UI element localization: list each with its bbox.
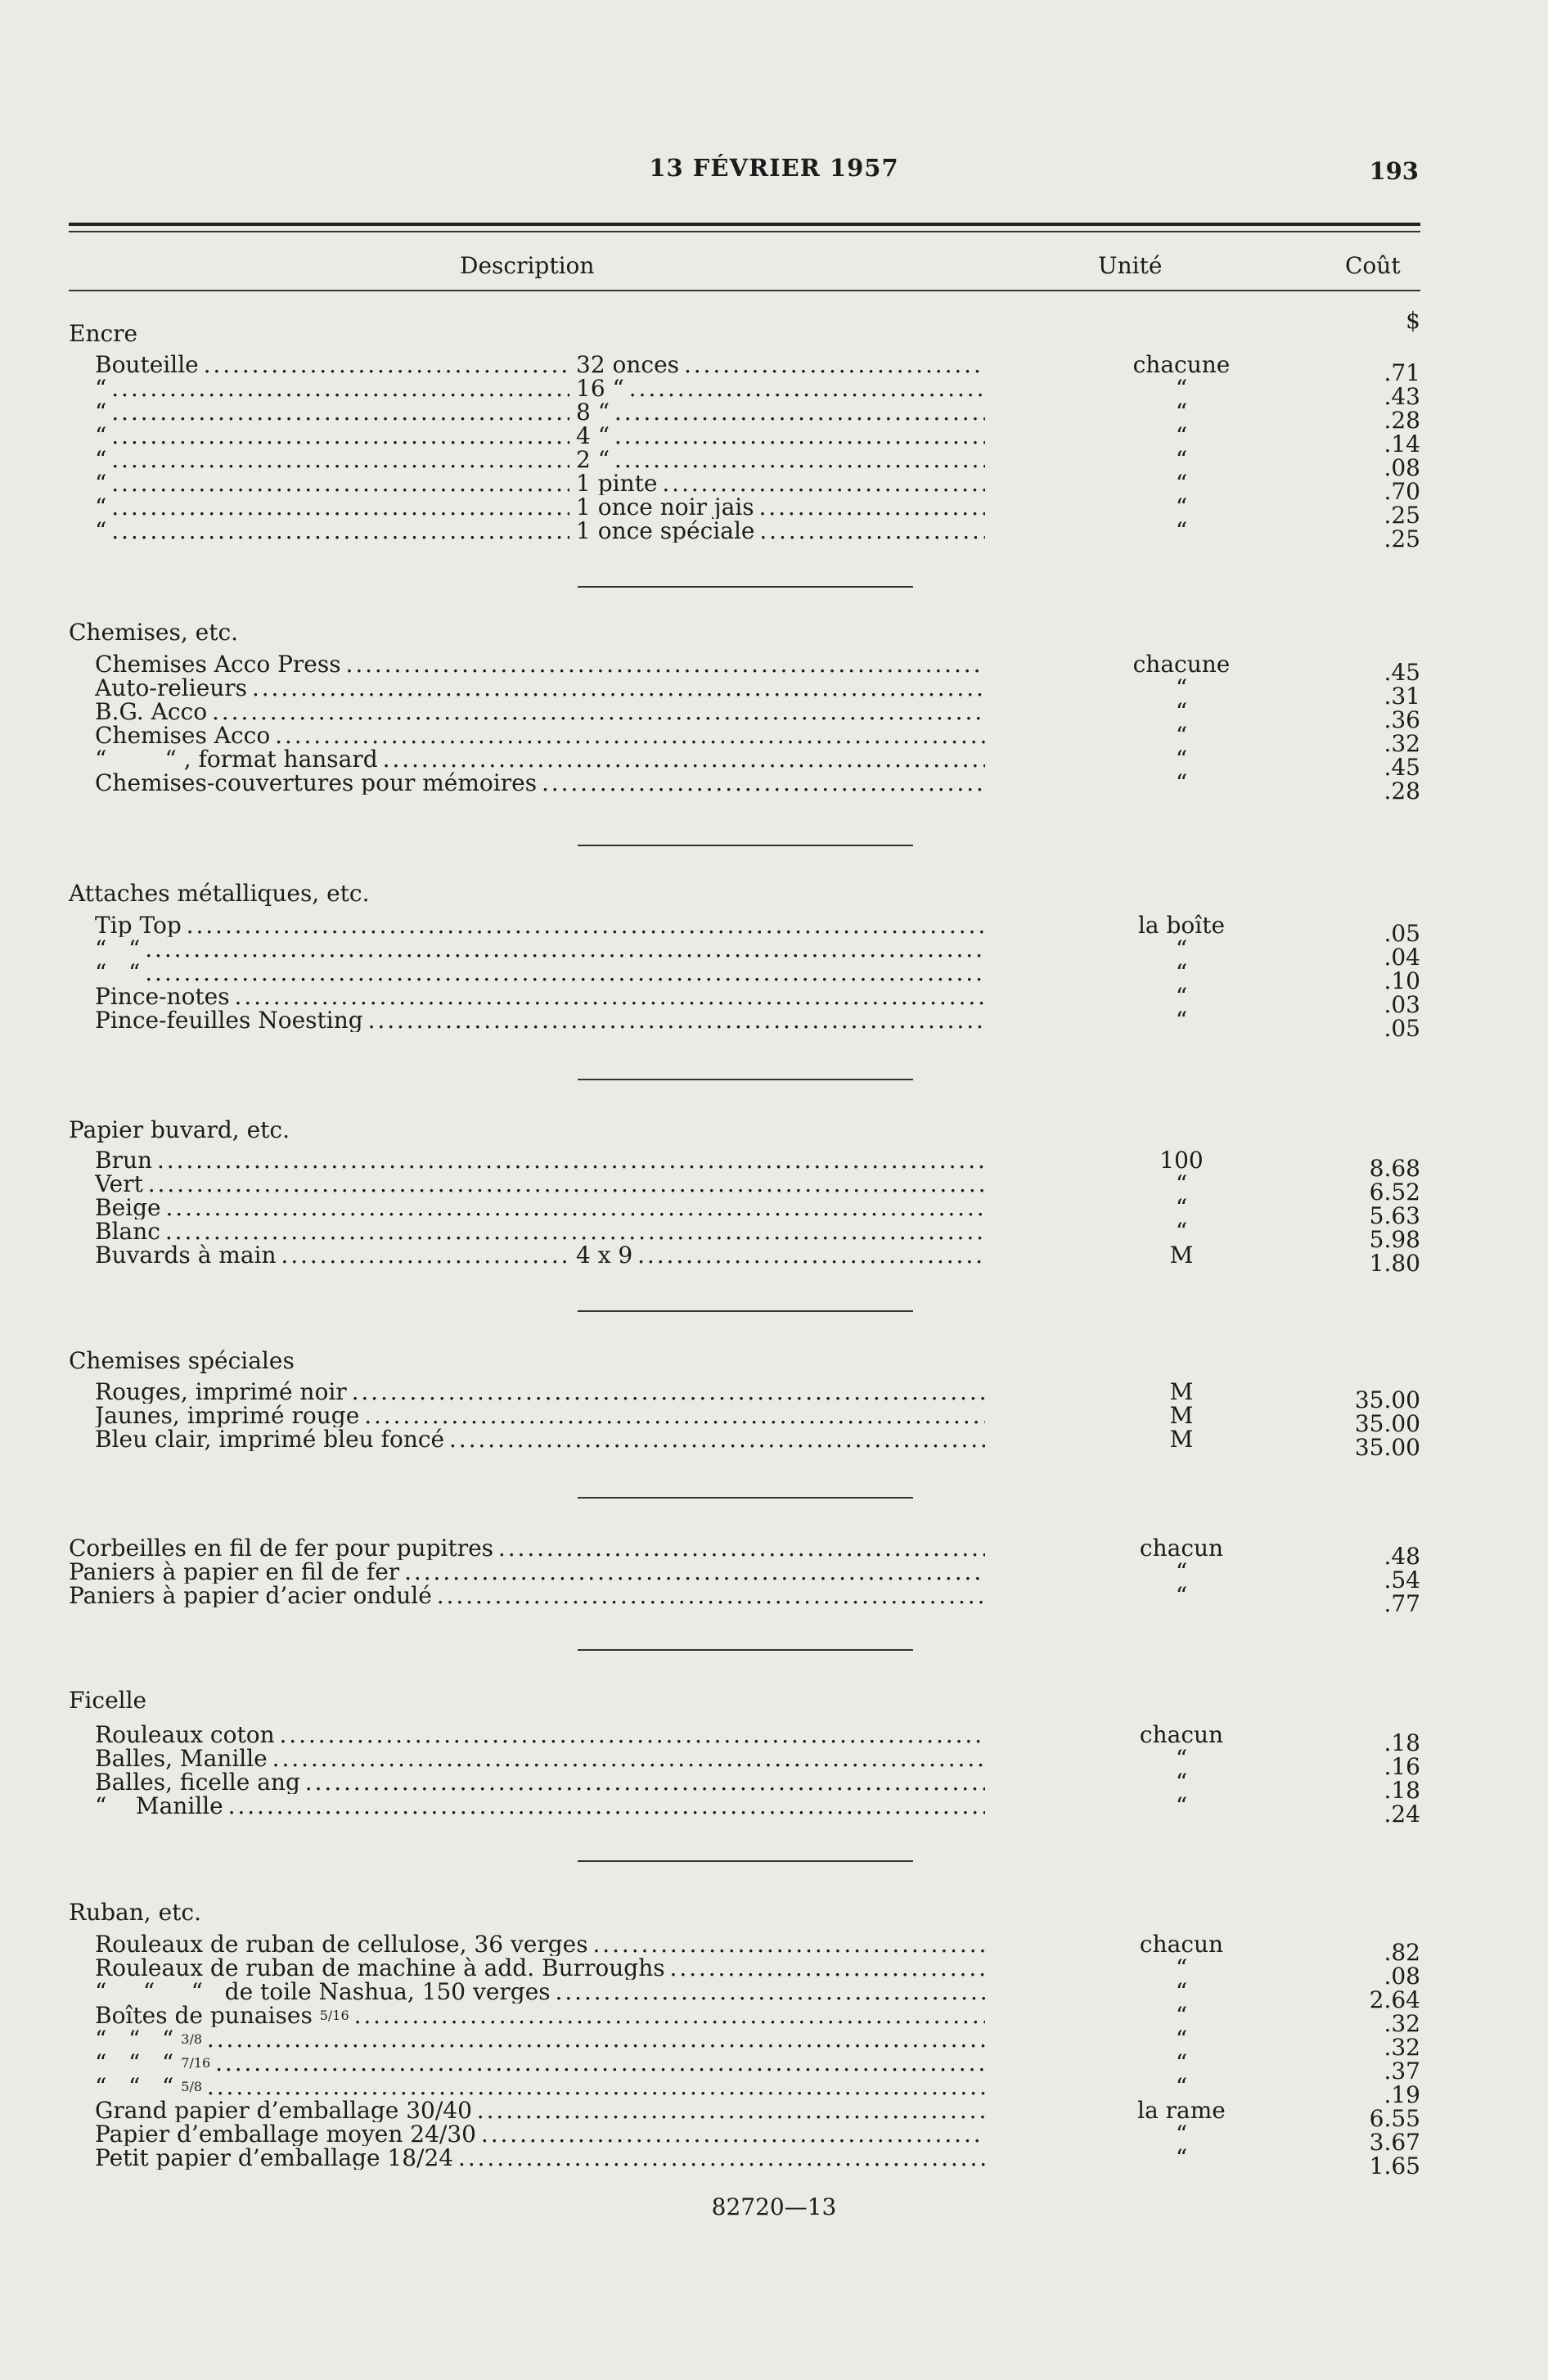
item-description-text: “ bbox=[95, 472, 107, 495]
item-cost: .54 bbox=[1384, 1566, 1420, 1593]
item-description bbox=[95, 1244, 569, 1267]
item-description-text: Bouteille bbox=[95, 354, 199, 376]
item-unit: “ bbox=[1175, 375, 1188, 402]
item-description-text: “ “ “ bbox=[95, 2076, 174, 2098]
section-heading: Attaches métalliques, etc. bbox=[69, 880, 370, 907]
currency-symbol: $ bbox=[1406, 307, 1420, 334]
item-unit: “ bbox=[1175, 983, 1188, 1010]
list-item bbox=[69, 2073, 1420, 2108]
item-cost: .24 bbox=[1384, 1801, 1420, 1828]
item-description-text: “ Manille bbox=[95, 1795, 223, 1818]
list-item bbox=[69, 1954, 1420, 1990]
section-heading: Chemises spéciales bbox=[69, 1347, 295, 1374]
currency-row bbox=[69, 309, 1420, 332]
item-unit: chacune bbox=[1132, 651, 1231, 678]
list-item bbox=[69, 375, 1420, 410]
item-cost: .31 bbox=[1384, 683, 1420, 710]
item-cost: 6.55 bbox=[1369, 2105, 1420, 2132]
item-description-text: Vert bbox=[95, 1173, 143, 1196]
item-cost: 1.80 bbox=[1369, 1250, 1420, 1277]
item-cost: .70 bbox=[1384, 478, 1420, 505]
list-item bbox=[69, 2097, 1420, 2132]
item-cost: 6.52 bbox=[1369, 1179, 1420, 1206]
item-cost: .82 bbox=[1384, 1939, 1420, 1966]
item-description bbox=[95, 2004, 985, 2027]
item-cost: .45 bbox=[1384, 754, 1420, 781]
item-description bbox=[95, 748, 985, 771]
column-header-rule bbox=[69, 290, 1420, 291]
item-unit: “ bbox=[1175, 2144, 1188, 2171]
item-description bbox=[95, 1771, 985, 1794]
item-cost: .48 bbox=[1384, 1543, 1420, 1570]
list-item bbox=[69, 912, 1420, 947]
item-description-text: Brun bbox=[95, 1149, 153, 1172]
item-cost: .14 bbox=[1384, 430, 1420, 458]
item-description-text: Rouges, imprimé noir bbox=[95, 1381, 347, 1404]
item-description bbox=[95, 1933, 985, 1956]
section-heading: Ruban, etc. bbox=[69, 1899, 201, 1926]
item-cost: .32 bbox=[1384, 730, 1420, 757]
item-description bbox=[95, 354, 569, 376]
item-cost: .32 bbox=[1384, 2010, 1420, 2037]
list-item bbox=[69, 983, 1420, 1018]
list-item bbox=[69, 1147, 1420, 1182]
item-description bbox=[95, 677, 985, 700]
item-quantity bbox=[576, 1244, 985, 1267]
item-cost: 1.65 bbox=[1369, 2152, 1420, 2179]
list-item bbox=[69, 1242, 1420, 1277]
item-description bbox=[95, 425, 569, 448]
section-divider bbox=[578, 1497, 913, 1499]
item-quantity-text: 2 “ bbox=[576, 449, 610, 471]
item-description-text: Chemises-couvertures pour mémoires bbox=[95, 772, 538, 795]
item-cost: .36 bbox=[1384, 706, 1420, 733]
list-item bbox=[69, 1194, 1420, 1229]
item-description-text: Chemises Acco bbox=[95, 724, 271, 747]
item-unit: chacun bbox=[1139, 1931, 1224, 1958]
item-description bbox=[95, 2123, 985, 2146]
item-cost: .05 bbox=[1384, 920, 1420, 947]
item-description bbox=[95, 701, 985, 723]
item-quantity bbox=[576, 472, 985, 495]
section-heading: Encre bbox=[69, 320, 138, 347]
item-description-text: “ “ “ bbox=[95, 2028, 174, 2051]
item-description-text: Bleu clair, imprimé bleu foncé bbox=[95, 1428, 445, 1451]
item-cost: .10 bbox=[1384, 967, 1420, 994]
list-item bbox=[69, 2144, 1420, 2179]
item-description-text: Corbeilles en fil de fer pour pupitres bbox=[69, 1537, 494, 1560]
item-description bbox=[95, 401, 569, 424]
item-unit: “ bbox=[1175, 2049, 1188, 2076]
item-fraction: 3/8 bbox=[181, 2031, 203, 2047]
item-description-text: Paniers à papier d’acier ondulé bbox=[69, 1584, 432, 1607]
item-description-text: Balles, ficelle ang bbox=[95, 1771, 300, 1794]
item-quantity-text: 1 once noir jais bbox=[576, 496, 754, 519]
list-item bbox=[69, 959, 1420, 994]
list-item bbox=[69, 2026, 1420, 2061]
item-unit: “ bbox=[1175, 722, 1188, 749]
item-description bbox=[95, 962, 985, 985]
list-item bbox=[69, 698, 1420, 733]
section-divider bbox=[578, 1860, 913, 1862]
list-item bbox=[69, 1721, 1420, 1756]
item-quantity bbox=[576, 425, 985, 448]
item-quantity-text: 1 once spéciale bbox=[576, 520, 755, 543]
section-divider bbox=[578, 1079, 913, 1080]
item-description bbox=[95, 2076, 985, 2098]
section-heading: Papier buvard, etc. bbox=[69, 1116, 290, 1143]
item-description-text: Boîtes de punaises bbox=[95, 2004, 313, 2027]
list-item bbox=[69, 1558, 1420, 1593]
item-quantity bbox=[576, 449, 985, 471]
section-heading: Chemises, etc. bbox=[69, 619, 239, 646]
list-item bbox=[69, 1007, 1420, 1042]
item-unit: M bbox=[1169, 1378, 1194, 1405]
item-description-text: Jaunes, imprimé rouge bbox=[95, 1404, 360, 1427]
item-quantity-text: 4 x 9 bbox=[576, 1244, 633, 1267]
item-description bbox=[69, 1561, 985, 1584]
list-item bbox=[69, 1535, 1420, 1570]
item-unit: M bbox=[1169, 1402, 1194, 1429]
item-description-text: “ “ “ de toile Nashua, 150 verges bbox=[95, 1981, 551, 2004]
item-description-text: “ “ bbox=[95, 962, 141, 985]
item-unit: 100 bbox=[1159, 1147, 1204, 1174]
header-rule bbox=[69, 231, 1420, 232]
item-description bbox=[95, 938, 985, 961]
item-quantity bbox=[576, 354, 985, 376]
item-description-text: Rouleaux de ruban de machine à add. Burroughs bbox=[95, 1957, 665, 1980]
item-description bbox=[95, 1149, 985, 1172]
list-item bbox=[69, 2049, 1420, 2085]
item-quantity bbox=[576, 377, 985, 400]
item-description bbox=[95, 1381, 985, 1404]
item-cost: 5.98 bbox=[1369, 1226, 1420, 1253]
section-divider bbox=[578, 586, 913, 588]
item-cost: .37 bbox=[1384, 2058, 1420, 2085]
item-unit: “ bbox=[1175, 1170, 1188, 1197]
item-description-text: Chemises Acco Press bbox=[95, 653, 341, 676]
item-description bbox=[95, 1957, 985, 1980]
section-divider bbox=[578, 845, 913, 846]
item-unit: “ bbox=[1175, 698, 1188, 725]
list-item bbox=[69, 1170, 1420, 1206]
item-cost: 8.68 bbox=[1369, 1155, 1420, 1182]
list-item bbox=[69, 1402, 1420, 1437]
item-description bbox=[95, 653, 985, 676]
page-date: 13 FÉVRIER 1957 bbox=[649, 154, 899, 182]
list-item bbox=[69, 2002, 1420, 2037]
item-unit: “ bbox=[1175, 517, 1188, 544]
list-item bbox=[69, 746, 1420, 781]
list-item bbox=[69, 1769, 1420, 1804]
item-cost: .25 bbox=[1384, 525, 1420, 552]
item-unit: “ bbox=[1175, 1558, 1188, 1585]
item-unit: “ bbox=[1175, 2121, 1188, 2148]
item-fraction: 5/16 bbox=[319, 2008, 349, 2023]
item-cost: 5.63 bbox=[1369, 1202, 1420, 1229]
list-item bbox=[69, 722, 1420, 757]
item-quantity bbox=[576, 401, 985, 424]
item-unit: chacun bbox=[1139, 1535, 1224, 1562]
list-item bbox=[69, 446, 1420, 481]
item-description-text: “ “ “ bbox=[95, 2052, 174, 2075]
item-description-text: Beige bbox=[95, 1197, 161, 1219]
list-item bbox=[69, 1426, 1420, 1461]
item-description-text: Paniers à papier en fil de fer bbox=[69, 1561, 400, 1584]
item-unit: “ bbox=[1175, 399, 1188, 426]
list-item bbox=[69, 1745, 1420, 1780]
item-unit: la boîte bbox=[1137, 912, 1226, 939]
item-cost: 2.64 bbox=[1369, 1986, 1420, 2013]
list-item bbox=[69, 422, 1420, 458]
item-cost: .16 bbox=[1384, 1753, 1420, 1780]
item-cost: .04 bbox=[1384, 944, 1420, 971]
item-description-text: Pince-notes bbox=[95, 985, 230, 1008]
item-cost: 35.00 bbox=[1354, 1434, 1420, 1461]
item-cost: .19 bbox=[1384, 2081, 1420, 2108]
item-description-text: Rouleaux coton bbox=[95, 1724, 275, 1747]
item-description bbox=[95, 1197, 985, 1219]
item-cost: .77 bbox=[1384, 1590, 1420, 1617]
item-cost: .28 bbox=[1384, 407, 1420, 434]
item-unit: “ bbox=[1175, 422, 1188, 449]
section-divider bbox=[578, 1649, 913, 1651]
item-unit: M bbox=[1169, 1242, 1194, 1269]
item-cost: .08 bbox=[1384, 1963, 1420, 1990]
item-cost: .32 bbox=[1384, 2034, 1420, 2061]
item-unit: “ bbox=[1175, 935, 1188, 962]
item-cost: .43 bbox=[1384, 383, 1420, 410]
item-description-text: “ bbox=[95, 377, 107, 400]
item-description-text: Tip Top bbox=[95, 914, 182, 937]
item-fraction: 5/8 bbox=[181, 2079, 203, 2094]
item-unit: “ bbox=[1175, 2002, 1188, 2029]
item-description bbox=[95, 1724, 985, 1747]
column-header-description: Description bbox=[460, 252, 595, 279]
section-heading: Ficelle bbox=[69, 1687, 147, 1714]
item-description bbox=[69, 1537, 985, 1560]
item-unit: “ bbox=[1175, 1792, 1188, 1819]
list-item bbox=[69, 651, 1420, 686]
item-unit: chacun bbox=[1139, 1721, 1224, 1748]
item-description bbox=[95, 1404, 985, 1427]
item-unit: M bbox=[1169, 1426, 1194, 1453]
list-item bbox=[69, 1792, 1420, 1828]
item-cost: 35.00 bbox=[1354, 1386, 1420, 1413]
item-description bbox=[95, 2099, 985, 2122]
item-description bbox=[95, 1173, 985, 1196]
item-unit: la rame bbox=[1137, 2097, 1226, 2124]
item-cost: 3.67 bbox=[1369, 2129, 1420, 2156]
item-description-text: “ bbox=[95, 496, 107, 519]
item-cost: .03 bbox=[1384, 991, 1420, 1018]
item-unit: “ bbox=[1175, 2026, 1188, 2053]
item-description-text: Pince-feuilles Noesting bbox=[95, 1009, 363, 1032]
item-description-text: Auto-relieurs bbox=[95, 677, 248, 700]
item-description-text: B.G. Acco bbox=[95, 701, 208, 723]
list-item bbox=[69, 351, 1420, 386]
item-quantity-text: 1 pinte bbox=[576, 472, 658, 495]
item-unit: “ bbox=[1175, 446, 1188, 473]
item-cost: .28 bbox=[1384, 778, 1420, 805]
item-cost: .25 bbox=[1384, 502, 1420, 529]
column-header-cost: Coût bbox=[1345, 252, 1401, 279]
footer-code: 82720—13 bbox=[711, 2193, 837, 2220]
item-quantity-text: 8 “ bbox=[576, 401, 610, 424]
item-unit: “ bbox=[1175, 769, 1188, 796]
list-item bbox=[69, 399, 1420, 434]
item-description bbox=[95, 1981, 985, 2004]
list-item bbox=[69, 1978, 1420, 2013]
item-description-text: Grand papier d’emballage 30/40 bbox=[95, 2099, 472, 2122]
item-quantity-text: 4 “ bbox=[576, 425, 610, 448]
item-unit: “ bbox=[1175, 1582, 1188, 1609]
item-cost: .18 bbox=[1384, 1729, 1420, 1756]
item-description bbox=[95, 1220, 985, 1243]
item-description bbox=[95, 2147, 985, 2170]
item-unit: “ bbox=[1175, 494, 1188, 521]
item-unit: “ bbox=[1175, 1194, 1188, 1221]
item-description-text: Buvards à main bbox=[95, 1244, 277, 1267]
item-unit: “ bbox=[1175, 1745, 1188, 1772]
list-item bbox=[69, 769, 1420, 805]
list-item bbox=[69, 1931, 1420, 1966]
item-quantity-text: 16 “ bbox=[576, 377, 624, 400]
item-description bbox=[95, 2052, 985, 2075]
item-unit: “ bbox=[1175, 1978, 1188, 2005]
list-item bbox=[69, 2121, 1420, 2156]
item-unit: “ bbox=[1175, 1007, 1188, 1034]
item-unit: “ bbox=[1175, 1954, 1188, 1981]
item-fraction: 7/16 bbox=[181, 2055, 211, 2071]
item-unit: chacune bbox=[1132, 351, 1231, 378]
column-header-unit: Unité bbox=[1098, 252, 1163, 279]
item-description bbox=[95, 472, 569, 495]
item-unit: “ bbox=[1175, 470, 1188, 497]
item-description-text: Blanc bbox=[95, 1220, 160, 1243]
item-description-text: Balles, Manille bbox=[95, 1747, 268, 1770]
item-description-text: Petit papier d’emballage 18/24 bbox=[95, 2147, 454, 2170]
item-description-text: Rouleaux de ruban de cellulose, 36 verges bbox=[95, 1933, 588, 1956]
list-item bbox=[69, 517, 1420, 552]
item-description-text: “ bbox=[95, 401, 107, 424]
item-unit: “ bbox=[1175, 746, 1188, 773]
item-description-text: “ bbox=[95, 449, 107, 471]
item-description bbox=[95, 1747, 985, 1770]
item-description-text: “ “ bbox=[95, 938, 141, 961]
item-description bbox=[95, 449, 569, 471]
item-description bbox=[95, 985, 985, 1008]
item-description-text: “ bbox=[95, 425, 107, 448]
item-unit: “ bbox=[1175, 2073, 1188, 2100]
item-description bbox=[69, 1584, 985, 1607]
item-description bbox=[95, 1428, 985, 1451]
item-cost: .08 bbox=[1384, 454, 1420, 481]
item-unit: “ bbox=[1175, 674, 1188, 701]
item-description bbox=[95, 724, 985, 747]
list-item bbox=[69, 1378, 1420, 1413]
item-description bbox=[95, 2028, 985, 2051]
list-item bbox=[69, 674, 1420, 710]
item-cost: .45 bbox=[1384, 659, 1420, 686]
item-description bbox=[95, 1009, 985, 1032]
item-unit: “ bbox=[1175, 1769, 1188, 1796]
item-description-text: “ bbox=[95, 520, 107, 543]
list-item bbox=[69, 1218, 1420, 1253]
item-cost: .18 bbox=[1384, 1777, 1420, 1804]
section-divider bbox=[578, 1310, 913, 1312]
list-item bbox=[69, 935, 1420, 971]
item-description-text: “ “ , format hansard bbox=[95, 748, 378, 771]
page-number: 193 bbox=[1369, 157, 1419, 185]
item-quantity-text: 32 onces bbox=[576, 354, 680, 376]
item-description bbox=[95, 377, 569, 400]
item-cost: 35.00 bbox=[1354, 1410, 1420, 1437]
item-description bbox=[95, 914, 985, 937]
item-description bbox=[95, 496, 569, 519]
list-item bbox=[69, 494, 1420, 529]
list-item bbox=[69, 470, 1420, 505]
item-quantity bbox=[576, 520, 985, 543]
item-cost: .05 bbox=[1384, 1015, 1420, 1042]
list-item bbox=[69, 1582, 1420, 1617]
header-rule bbox=[69, 223, 1420, 226]
item-description bbox=[95, 1795, 985, 1818]
item-cost: .71 bbox=[1384, 359, 1420, 386]
item-quantity bbox=[576, 496, 985, 519]
item-unit: “ bbox=[1175, 1218, 1188, 1245]
item-description bbox=[95, 772, 985, 795]
item-description bbox=[95, 520, 569, 543]
item-description-text: Papier d’emballage moyen 24/30 bbox=[95, 2123, 476, 2146]
item-unit: “ bbox=[1175, 959, 1188, 986]
